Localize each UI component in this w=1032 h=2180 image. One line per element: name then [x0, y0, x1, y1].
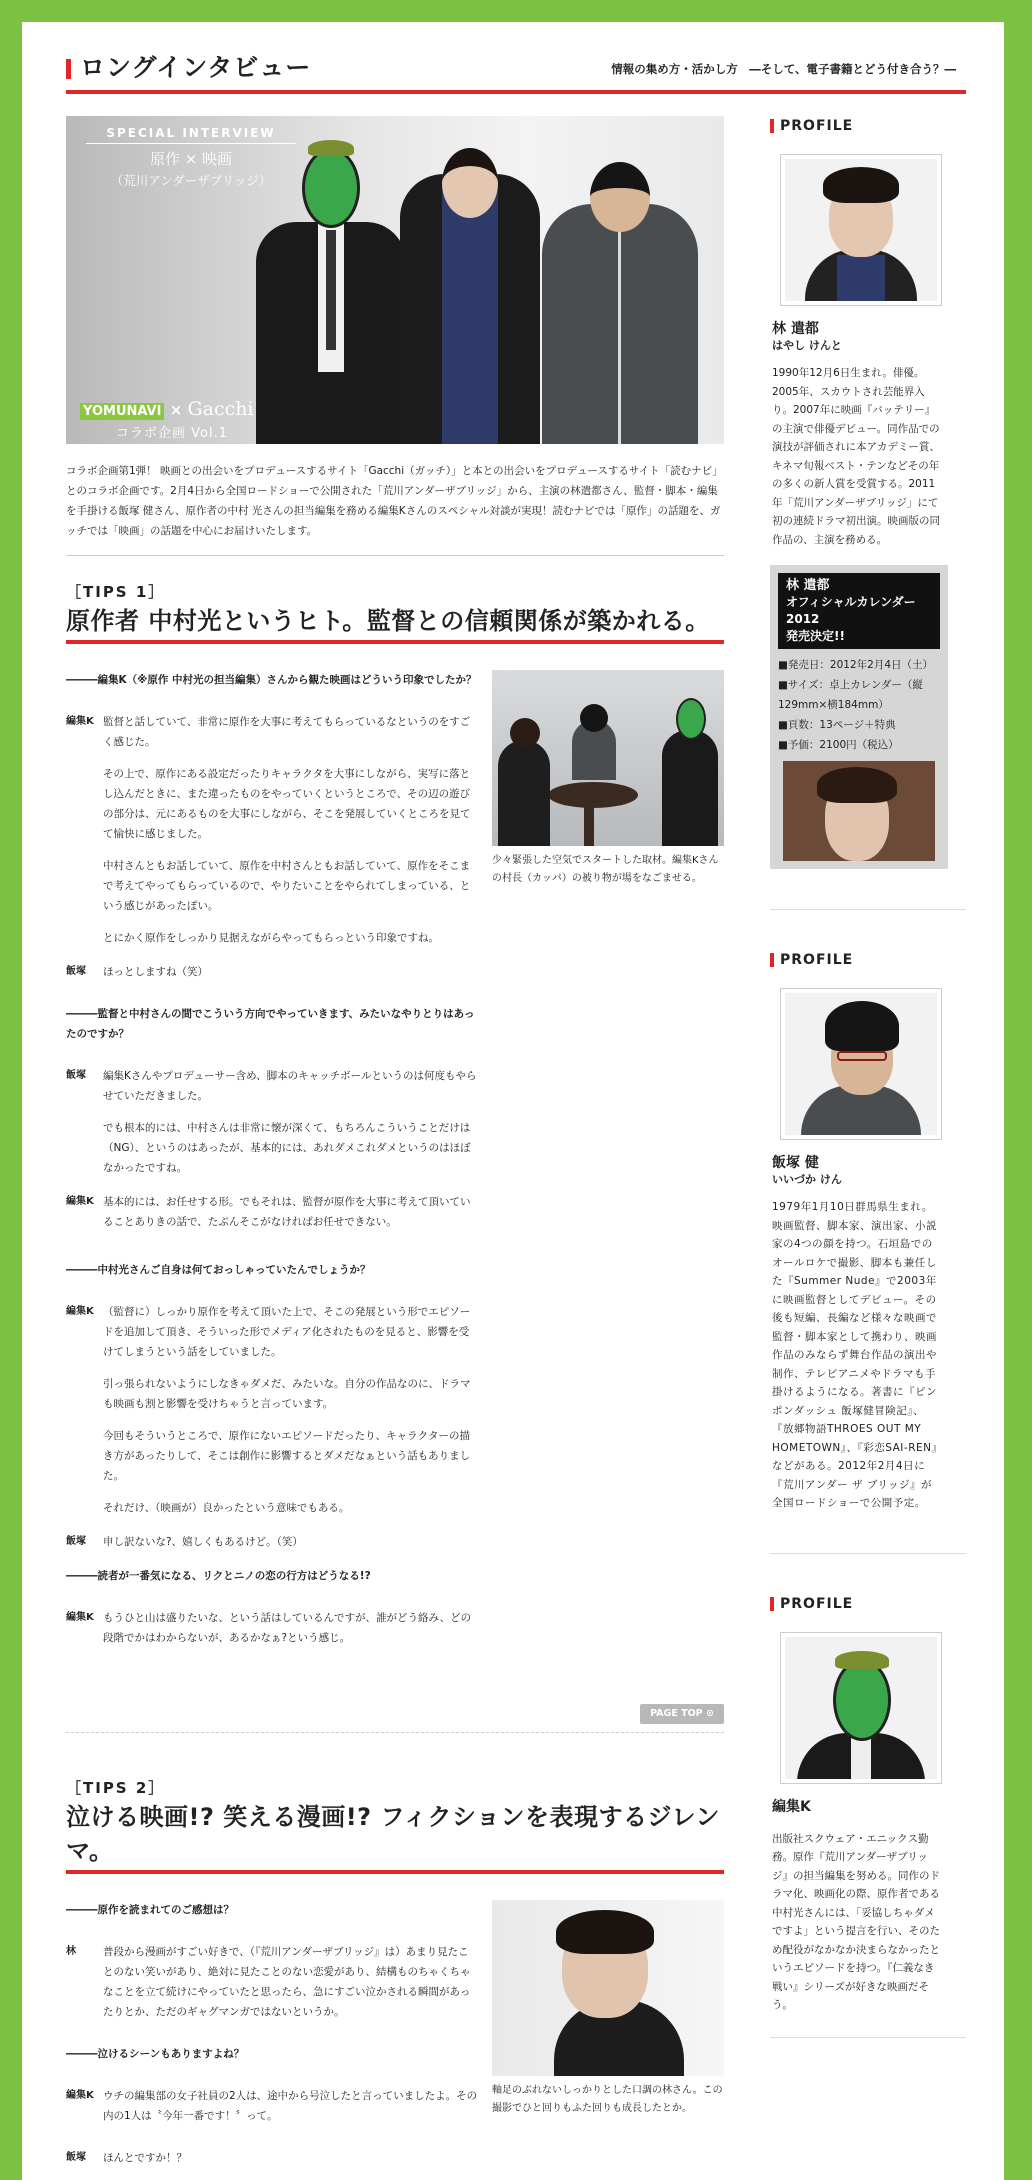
calendar-item: ■予価：2100円（税込）: [778, 739, 899, 751]
answer: [66, 1302, 478, 1518]
profile-bio: 出版社スクウェア・エニックス勤務。原作『荒川アンダーザブリッジ』の担当編集を努める。同作のドラマ化、映画化の際、原作者である中村光さんには、「妥協しちゃダメですよ」という提言を行い、そのため配役がなかなか決まらなかったというエピソードを持つ。『仁義なき戦い』シリーズが好きな映画だそう。: [772, 1832, 940, 2011]
answer: [66, 1532, 478, 1552]
speaker: 飯塚: [66, 966, 86, 977]
page-top-button[interactable]: PAGE TOP ⊙: [640, 1704, 724, 1724]
tips1-body: [66, 670, 724, 1724]
speaker: 編集K: [66, 1196, 94, 1207]
question: ―――編集K（※原作 中村光の担当編集）さんから観た映画はどういう印象でしたか？: [66, 674, 477, 686]
logo-cross: ×: [169, 401, 183, 419]
divider: [66, 555, 724, 556]
profile-bio: 1979年1月10日群馬県生まれ。映画監督、脚本家、演出家、小説家の4つの顔を持つ。石垣島でのオールロケで撮影、脚本も兼任した『Summer Nude』で2003年に映画監督としてデビュー。その後も短編、長編など様々な映画で監督・脚本家として携わり、映画作品のみならず舞台作品の演出や制作、テレビアニメやドラマも手掛けるようになる。著書に『ピンポンダッシュ 飯塚健冒険記』、『放郷物語THROES OUT MY HOMETOWN』、『彩恋SAI-REN』などがある。2012年2月4日に『荒川アンダー ザ ブリッジ』が全国ロードショーで公開予定。: [772, 1201, 938, 1509]
answer: [66, 962, 478, 982]
section-divider: [66, 1732, 724, 1733]
tips2-label: ［TIPS 2］: [66, 1779, 166, 1797]
answer-text: それだけ、（映画が）良かったという意味でもある。: [103, 1502, 350, 1514]
profile-photo-hayashi: [780, 154, 942, 306]
hero-line1: 原作 × 映画: [149, 150, 233, 168]
question: ―――読者が一番気になる、リクとニノの恋の行方はどうなる!?: [66, 1570, 371, 1582]
question: ―――泣けるシーンもありますよね？: [66, 2048, 245, 2060]
tips1-title: 原作者 中村光というヒト。監督との信頼関係が築かれる。: [66, 607, 710, 635]
tips2-title: 泣ける映画!? 笑える漫画!? フィクションを表現するジレンマ。: [66, 1803, 720, 1865]
answer-text: その上で、原作にある設定だったりキャラクタを大事にしながら、実写に落とし込んだときに、また違ったものをやっていくというところで、その辺の遊びの部分は、元にあるものを大事にしながら、そこを発展していくところを見てて愉快に感じました。: [103, 768, 471, 840]
answer: [66, 2148, 478, 2168]
hero-mask-leaves: [308, 140, 354, 156]
profile-kana: いいづか けん: [772, 1173, 842, 1186]
profile-sidebar: [770, 116, 966, 2038]
answer-text: 普段から漫画がすごい好きで、（『荒川アンダーザブリッジ』は）あまり見たことのない笑いがあり、絶対に見たことのない恋愛があり、結構ものちゃくちゃなことを立て続けにやっていたと思ったら、急にすごい泣かされる瞬間があったりとか、ただのギャグマンガではないというか。: [103, 1946, 471, 2018]
answer-text: ほっとしますね（笑）: [103, 966, 208, 978]
answer: [66, 1192, 478, 1232]
calendar-cover-photo: [783, 761, 935, 861]
sidebar-divider: [770, 2037, 966, 2038]
header-divider: [66, 90, 966, 94]
question: ―――中村光さんご自身は何ておっしゃっていたんでしょうか？: [66, 1264, 371, 1276]
answer: [66, 1942, 478, 2022]
profile-photo-iizuka: [780, 988, 942, 1140]
answer-text: 基本的には、お任せする形。でもそれは、監督が原作を大事に考えて頂いていることありきの話で、たぶんそこがなければお任せできない。: [103, 1196, 471, 1228]
calendar-heading: [778, 573, 940, 649]
tips2-body: [66, 1900, 724, 2168]
answer-text: ウチの編集部の女子社員の2人は、途中から号泣したと言っていましたよ。その内の1人は〝今年一番です！〞って。: [103, 2090, 478, 2122]
speaker: 飯塚: [66, 1070, 86, 1081]
speaker: 編集K: [66, 2090, 94, 2101]
calendar-year: 2012: [786, 612, 820, 626]
answer-text: とにかく原作をしっかり見据えながらやってもらっという印象ですね。: [103, 932, 439, 944]
answer-text: （監督に）しっかり原作を考えて頂いた上で、そこの発展という形でエピソードを追加して頂き、そういった形でメディア化されたものを見ると、影響を受けてしまうという話をしていました。: [103, 1306, 471, 1358]
speaker: 編集K: [66, 1306, 94, 1317]
profile-kana: はやし けんと: [772, 339, 842, 352]
photo-caption: 軸足のぶれないしっかりとした口調の林さん。この撮影でひと回りもふた回りも成長したとか。: [492, 2085, 723, 2114]
question: ―――監督と中村さんの間でこういう方向でやっていきます、みたいなやりとりはあったのですか？: [66, 1008, 475, 1040]
hero-badge: [86, 126, 296, 189]
calendar-announce: 発売決定!!: [786, 629, 845, 643]
profile-photo-editor: [780, 1632, 942, 1784]
hero-mask: [302, 148, 360, 228]
tips1-section: [66, 581, 724, 1733]
profile-name: 飯塚 健: [772, 1155, 819, 1171]
profile-heading: PROFILE: [770, 1594, 966, 1614]
calendar-box: [770, 565, 948, 869]
answer-text: 申し訳ないな?、嬉しくもあるけど。（笑）: [103, 1536, 303, 1548]
calendar-title-name: 林 遣都: [786, 578, 830, 593]
sidebar-divider: [770, 1553, 966, 1554]
profile-heading: PROFILE: [770, 116, 966, 136]
profile-heading: PROFILE: [770, 950, 966, 970]
sidebar-divider: [770, 909, 966, 910]
speaker: 編集K: [66, 1612, 94, 1623]
calendar-item: ■頁数：13ページ＋特典: [778, 719, 896, 731]
interview-photo: [492, 670, 724, 846]
profile-name: 林 遣都: [772, 321, 819, 337]
hero-person-director: [542, 204, 698, 444]
page-top-label: PAGE TOP: [650, 1708, 703, 1719]
calendar-item: ■発売日：2012年2月4日（土）: [778, 659, 934, 671]
collab-volume: コラボ企画 Vol.1: [116, 426, 228, 441]
page-subtitle: 情報の集め方・活かし方 ―そして、電子書籍とどう付き合う？―: [611, 62, 956, 76]
speaker: 飯塚: [66, 1536, 86, 1547]
calendar-item: ■サイズ：卓上カレンダー（縦129mm×横184mm）: [778, 679, 923, 711]
tips1-qa: [66, 670, 478, 1648]
speaker: 林: [66, 1946, 76, 1957]
answer-text: 中村さんともお話していて、原作を中村さんともお話していて、原作をそこまで考えてやってもらっているので、やりたいことをやられてしまっている、という感じがあったぽい。: [103, 860, 471, 912]
hero-actor-head: [442, 148, 498, 218]
answer-text: ほんとですか！？: [103, 2152, 187, 2164]
profile-name: 編集K: [772, 1798, 811, 1815]
intro-text: コラボ企画第1弾！ 映画との出会いをプロデュースするサイト「Gacchi（ガッチ）」と本との出会いをプロデュースするサイト「読むナビ」とのコラボ企画です。2月4日から全国ロードショーで公開された「荒川アンダーザブリッジ」から、主演の林遣都さん、監督・脚本・編集を手掛ける飯塚 健さん、原作者の中村 光さんの担当編集を務める編集Kさんのスペシャル対談が実現！読むナビでは「原作」の話題を、ガッチでは「映画」の話題を中心にお届けいたします。: [66, 465, 723, 537]
question: ―――原作を読まれてのご感想は？: [66, 1904, 234, 1916]
answer: [66, 1608, 478, 1648]
hero-image: [66, 116, 724, 444]
actor-portrait-photo: [492, 1900, 724, 2076]
speaker: 飯塚: [66, 2152, 86, 2163]
tips2-qa: [66, 1900, 478, 2168]
tips1-bar: [66, 640, 724, 644]
answer: [66, 2086, 478, 2126]
calendar-details: [778, 655, 940, 755]
hero-person-editor: [256, 222, 406, 444]
hero-logo: [80, 398, 254, 441]
photo-caption: 少々緊張した空気でスタートした取材。編集Kさんの村長（カッパ）の被り物が場をなごませる。: [492, 855, 719, 884]
hero-special-label: SPECIAL INTERVIEW: [86, 126, 296, 144]
tips1-label: ［TIPS 1］: [66, 583, 166, 601]
answer-text: 編集Kさんやプロデューサー含め、脚本のキャッチボールというのは何度もやらせていただきました。: [103, 1070, 477, 1102]
answer: [66, 712, 478, 948]
tips2-photo: [492, 1900, 724, 2118]
page-header: [66, 52, 966, 118]
hero-line2: （荒川アンダーザブリッジ）: [110, 173, 272, 188]
profile-bio: 1990年12月6日生まれ。俳優。2005年、スカウトされ芸能界入り。2007年に映画『バッテリー』の主演で俳優デビュー。同作品での演技が評価されに本アカデミー賞、キネマ旬報ベスト・テンなどその年の多くの新人賞を受賞する。2011年「荒川アンダーザブリッジ」にて初の連続ドラマ初出演。映画版の同作品の、主演を務める。: [772, 367, 940, 546]
hero-director-head: [590, 162, 650, 232]
answer-text: 今回もそういうところで、原作にないエピソードだったり、キャラクターの描き方があったりして、そこは創作に影響するとダメだなぁという話もありました。: [103, 1430, 471, 1482]
page: [22, 22, 1004, 2180]
answer: [66, 1066, 478, 1178]
answer-text: 監督と話していて、非常に原作を大事に考えてもらっているなというのをすごく感じた。: [103, 716, 471, 748]
page-title: ロングインタビュー: [66, 52, 311, 84]
answer-text: 引っ張られないようにしなきゃダメだ、みたいな。自分の作品なのに、ドラマも映画も割と影響を受けちゃうと言っています。: [103, 1378, 471, 1410]
calendar-title: オフィシャルカレンダー: [786, 595, 916, 609]
answer-text: でも根本的には、中村さんは非常に懐が深くて、もちろんこういうことだけは（NG）、というのはあったが、基本的には、あれダメこれダメというのはほぼなかったですね。: [103, 1122, 471, 1174]
tips1-photo: [492, 670, 724, 888]
yomunavi-logo: YOMUNAVI: [80, 403, 164, 420]
gacchi-logo: Gacchi: [187, 398, 254, 420]
main-column: [66, 116, 724, 2180]
tips2-section: [66, 1777, 724, 2168]
speaker: 編集K: [66, 716, 94, 727]
tips2-bar: [66, 1870, 724, 1874]
answer-text: もうひと山は盛りたいな、という話はしているんですが、誰がどう絡み、どの段階でかはわからないが、あるかなぁ?という感じ。: [103, 1612, 472, 1644]
